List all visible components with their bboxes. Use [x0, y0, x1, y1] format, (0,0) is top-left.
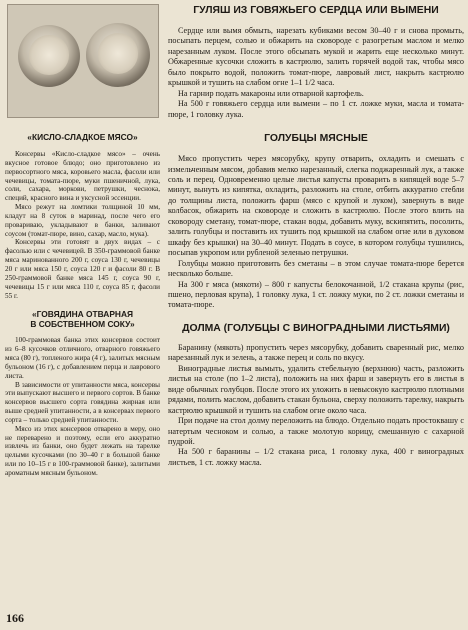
left-column [5, 0, 160, 478]
paragraph: Голубцы можно приготовить без сметаны – в этом случае томата-пюре берется несколько больше. [168, 258, 464, 279]
paragraph: Сердце или вымя обмыть, нарезать кубиками весом 30–40 г и снова промыть, посыпать перцем, солью и обжарить на сковороде с разогретым маслом и мелко нарезанным луком. После этого обсыпать мукой и жарить еще несколько минут. Обжаренные кусочки сложить в кастрюлю, залить горячей водой так, чтобы мясо было покрыто водой, положить томат-пюре, лавровый лист, накрыть кастрюлю крышкой и тушить на слабом огне 1–1 1/2 часа. [168, 26, 464, 88]
paragraph: Консервы эти готовят в двух видах – с фасолью или с чечевицей. В 350-граммовой банке мяса маринованного 200 г, соуса 130 г, чечевицы 20 г или мяса 150 г, соуса 120 г и фасоли 80 г. В 250-граммовой банке мяса 145 г, соуса 90 г, чечевицы 15 г или мяса 110 г, соуса 85 г, фасоли 55 г. [5, 238, 160, 300]
paragraph: На 300 г мяса (мякоти) – 800 г капусты белокочанной, 1/2 стакана крупы (рис, пшено, перловая крупа), 1 головку лука, 1 ст. ложку муки, по 2 ст. ложки сметаны и томата-пюре. [168, 279, 464, 310]
can-lid-image [18, 25, 80, 87]
section-title: «КИСЛО-СЛАДКОЕ МЯСО» [27, 132, 138, 142]
paragraph: Мясо из этих консервов отварено в меру, оно не переварено и поэтому, если его аккуратно извлечь из банки, оно будет лежать на тарелке целыми кусочками (по 30–40 г в большой банке или по 10–15 г в 100-граммовой банке), залитыми ароматным мясным бульоном. [5, 424, 160, 477]
paragraph: На 500 г баранины – 1/2 стакана риса, 1 головку лука, 400 г виноградных листьев, 1 ст. ложку масла. [168, 447, 464, 467]
paragraph: 100-граммовая банка этих консервов состоит из 6–8 кусочков отличного, отварного говяжьего мяса (80 г), топленого жира (4 г), залитых мясным бульоном (16 г), с добавлением перца и лаврового листа. [5, 336, 160, 380]
section-title: ДОЛМА (ГОЛУБЦЫ С ВИНОГРАДНЫМИ ЛИСТЬЯМИ) [182, 322, 450, 334]
canned-meat-photo [7, 4, 159, 118]
paragraph: В зависимости от упитанности мяса, консервы эти выпускают высшего и первого сортов. В банке консервов высшего сорта говядина жирная или выше средней упитанности, а в консервах первого сорта – только средней упитанности. [5, 380, 160, 424]
paragraph: Мясо пропустить через мясорубку, крупу отварить, охладить и смешать с измельченным мясом, добавив мелко нарезанный, слегка поджаренный лук, а также соль и перец. Одновременно целые листья капусты проварить в кипящей воде 5–7 минут, вынуть из кипятка, охладить, разложить на столе, отбить аккуратно стебли до толщины листа, положить фарш (мясо с крупой и луком), завернуть в виде колбасок, обжарить на сковороде и сложить в кастрюлю. После этого влить на сковороду сметану, томат-пюре, стакан воды, добавить муку, вскипятить, посолить, залить голубцы и поставить их тушить под крышкой на слабом огне или в духовом шкафу без крышки) на 30–40 минут. Подать в соусе, в котором голубцы тушились, посыпав укропом или рубленой зеленью петрушки. [168, 154, 464, 258]
paragraph: Мясо режут на ломтики толщиной 10 мм, кладут на 8 суток в маринад, после чего его провариваю, укладывают в банки, заливают соусом (томат-пюре, вино, сахар, масло, мука). [5, 203, 160, 238]
paragraph: Баранину (мякоть) пропустить через мясорубку, добавить сваренный рис, мелко нарезанный лук и зелень, а также перец и соль по вкусу. [168, 342, 464, 363]
paragraph: На 500 г говяжьего сердца или вымени – по 1 ст. ложке муки, масла и томата-пюре, 1 головку лука. [168, 99, 464, 119]
can-lid-image [86, 23, 150, 87]
page-number: 166 [6, 611, 24, 625]
paragraph: Консервы «Кисло-сладкое мясо» – очень вкусное готовое блюдо; оно приготовлено из первосортного мяса, коровьего масла, фасоли или чечевицы, томата-пюре, муки пшеничной, лука, соли, сахара, моркови, петрушки, чеснока, специй, красного вина и уксусной эссенции. [5, 150, 160, 203]
paragraph: На гарнир подать макароны или отварной картофель. [178, 88, 364, 98]
section-title: В СОБСТВЕННОМ СОКУ» [30, 319, 135, 330]
section-title: ГОЛУБЦЫ МЯСНЫЕ [264, 133, 368, 145]
section-title: ГУЛЯШ ИЗ ГОВЯЖЬЕГО СЕРДЦА ИЛИ ВЫМЕНИ [193, 5, 439, 16]
paragraph: При подаче на стол долму переложить на блюдо. Отдельно подать простоквашу с натертым чесноком и солью, а также молотую корицу, смешанную с сахарной пудрой. [168, 416, 464, 446]
right-column [168, 0, 464, 468]
paragraph: Виноградные листья вымыть, удалить стебельную (верхнюю) часть, разложить листья на столе (по 1–2 листа), положить на них фарш и завернуть его в листья в виде обычных голубцов. После этого их уложить в невысокую кастрюлю плотными рядами, полить маслом, добавить стакан бульона, сверху положить тарелку, накрыть кастрюлю крышкой и тушить на слабом огне около часа. [168, 363, 464, 415]
section-title: «ГОВЯДИНА ОТВАРНАЯ [31, 309, 134, 320]
